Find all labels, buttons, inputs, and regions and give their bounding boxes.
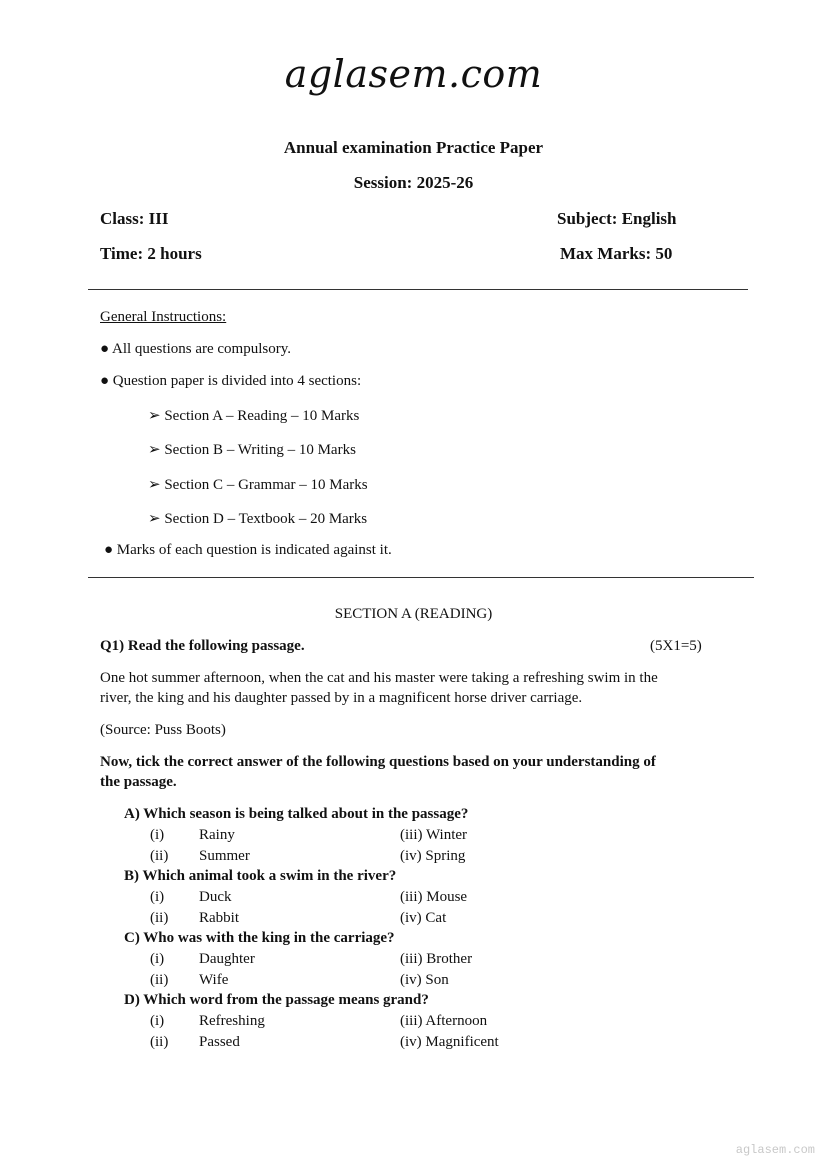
option-text[interactable]: (iv) Son bbox=[400, 972, 449, 988]
option-text[interactable]: (iv) Magnificent bbox=[400, 1034, 499, 1050]
section-list-item: ➢ Section C – Grammar – 10 Marks bbox=[148, 477, 368, 493]
class-label: Class: III bbox=[100, 209, 169, 228]
q1-label: Q1) Read the following passage. bbox=[100, 638, 305, 654]
option-text[interactable]: (iii) Brother bbox=[400, 951, 473, 967]
section-a-title: SECTION A (READING) bbox=[334, 606, 493, 622]
option-row bbox=[0, 951, 827, 971]
option-row bbox=[0, 910, 827, 930]
option-text[interactable]: (iii) Afternoon bbox=[400, 1013, 488, 1029]
option-row bbox=[0, 972, 827, 992]
header-divider bbox=[88, 289, 748, 290]
option-row bbox=[0, 889, 827, 909]
instructions-heading: General Instructions: bbox=[100, 309, 227, 325]
passage-source: (Source: Puss Boots) bbox=[100, 722, 226, 738]
option-text[interactable]: (iv) Spring bbox=[400, 848, 466, 864]
paper-title: Annual examination Practice Paper bbox=[283, 138, 544, 157]
option-text[interactable]: Wife bbox=[199, 972, 229, 988]
question-d: D) Which word from the passage means grand? bbox=[124, 992, 429, 1008]
option-number: (i) bbox=[150, 889, 165, 905]
option-number: (i) bbox=[150, 951, 165, 967]
option-text[interactable]: Daughter bbox=[199, 951, 255, 967]
site-logo: aglasem.com bbox=[284, 52, 543, 96]
option-number: (ii) bbox=[150, 910, 169, 926]
section-list-item: ➢ Section B – Writing – 10 Marks bbox=[148, 442, 356, 458]
option-text[interactable]: (iii) Mouse bbox=[400, 889, 468, 905]
option-text[interactable]: Summer bbox=[199, 848, 250, 864]
option-number: (ii) bbox=[150, 848, 169, 864]
session-label: Session: 2025-26 bbox=[353, 173, 474, 192]
option-text[interactable]: Rainy bbox=[199, 827, 235, 843]
passage-line: One hot summer afternoon, when the cat and his master were taking a refreshing swim in the bbox=[100, 670, 658, 686]
instruction-item: ● Question paper is divided into 4 sections: bbox=[100, 373, 362, 389]
option-number: (ii) bbox=[150, 972, 169, 988]
instructions-divider bbox=[88, 577, 754, 578]
option-row bbox=[0, 1034, 827, 1054]
max-marks-label: Max Marks: 50 bbox=[560, 244, 673, 263]
instruction-item: ● Marks of each question is indicated against it. bbox=[104, 542, 392, 558]
section-list-item: ➢ Section A – Reading – 10 Marks bbox=[148, 408, 360, 424]
option-text[interactable]: Passed bbox=[199, 1034, 240, 1050]
question-a: A) Which season is being talked about in the passage? bbox=[124, 806, 469, 822]
option-number: (i) bbox=[150, 1013, 165, 1029]
question-b: B) Which animal took a swim in the river? bbox=[124, 868, 397, 884]
option-text[interactable]: Duck bbox=[199, 889, 232, 905]
option-row bbox=[0, 1013, 827, 1033]
option-text[interactable]: (iv) Cat bbox=[400, 910, 447, 926]
option-row bbox=[0, 827, 827, 847]
option-text[interactable]: (iii) Winter bbox=[400, 827, 468, 843]
q1-marks: (5X1=5) bbox=[650, 638, 702, 654]
q1-instruction-line: Now, tick the correct answer of the following questions based on your understanding of bbox=[100, 754, 656, 770]
q1-instruction-line: the passage. bbox=[100, 774, 177, 790]
passage-line: river, the king and his daughter passed by in a magnificent horse driver carriage. bbox=[100, 690, 583, 706]
section-list-item: ➢ Section D – Textbook – 20 Marks bbox=[148, 511, 368, 527]
option-number: (ii) bbox=[150, 1034, 169, 1050]
subject-label: Subject: English bbox=[557, 209, 677, 228]
footer-watermark: aglasem.com bbox=[735, 1143, 815, 1157]
instruction-item: ● All questions are compulsory. bbox=[100, 341, 291, 357]
option-text[interactable]: Refreshing bbox=[199, 1013, 265, 1029]
option-text[interactable]: Rabbit bbox=[199, 910, 239, 926]
time-label: Time: 2 hours bbox=[100, 244, 202, 263]
option-row bbox=[0, 848, 827, 868]
option-number: (i) bbox=[150, 827, 165, 843]
question-c: C) Who was with the king in the carriage? bbox=[124, 930, 395, 946]
